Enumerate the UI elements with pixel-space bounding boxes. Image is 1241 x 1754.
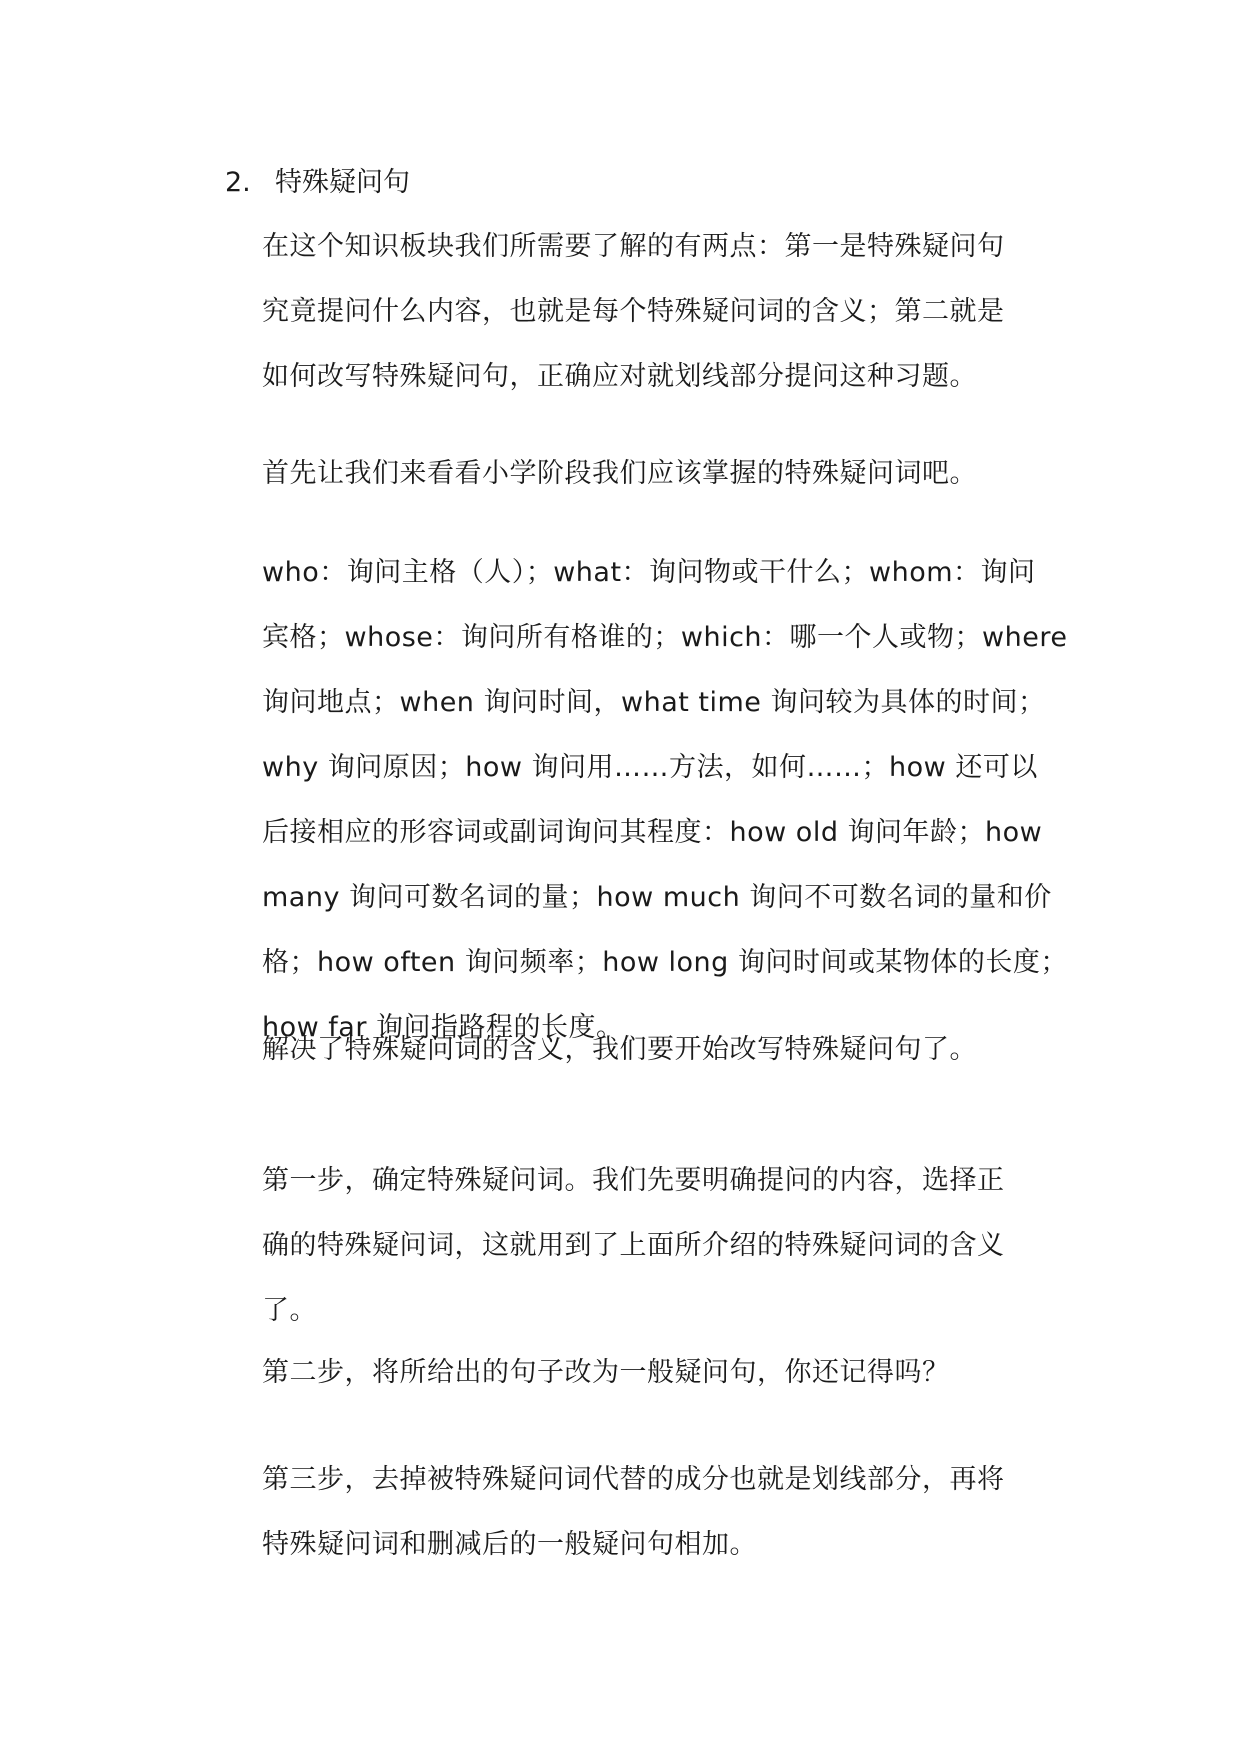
text-line: 格；how often 询问频率；how long 询问时间或某物体的长度； bbox=[262, 947, 1068, 978]
text-line: 如何改写特殊疑问句，正确应对就划线部分提问这种习题。 bbox=[262, 361, 977, 392]
section-title: 特殊疑问句 bbox=[275, 167, 410, 198]
text-line: 首先让我们来看看小学阶段我们应该掌握的特殊疑问词吧。 bbox=[262, 458, 977, 489]
paragraph-step-three bbox=[262, 1447, 1052, 1577]
text-line: 宾格；whose：询问所有格谁的；which：哪一个人或物；where bbox=[262, 622, 1068, 653]
paragraph-step-two bbox=[262, 1340, 1052, 1405]
paragraph-transition bbox=[262, 1017, 1052, 1082]
text-line: 确的特殊疑问词，这就用到了上面所介绍的特殊疑问词的含义 bbox=[262, 1230, 1005, 1261]
text-line: 第二步，将所给出的句子改为一般疑问句，你还记得吗？ bbox=[262, 1357, 950, 1388]
section-number: 2. bbox=[225, 167, 251, 198]
text-line: 第三步，去掉被特殊疑问词代替的成分也就是划线部分，再将 bbox=[262, 1464, 1005, 1495]
text-line: 特殊疑问词和删减后的一般疑问句相加。 bbox=[262, 1529, 757, 1560]
paragraph-intro bbox=[262, 214, 1052, 409]
paragraph-lead-in bbox=[262, 441, 1052, 506]
text-line: who：询问主格（人）；what：询问物或干什么；whom：询问 bbox=[262, 557, 1036, 588]
paragraph-step-one bbox=[262, 1148, 1052, 1343]
section-heading bbox=[225, 165, 410, 201]
text-line: 第一步，确定特殊疑问词。我们先要明确提问的内容，选择正 bbox=[262, 1165, 1005, 1196]
text-line: 在这个知识板块我们所需要了解的有两点：第一是特殊疑问句 bbox=[262, 231, 1005, 262]
text-line: 究竟提问什么内容，也就是每个特殊疑问词的含义；第二就是 bbox=[262, 296, 1005, 327]
text-line: many 询问可数名词的量；how much 询问不可数名词的量和价 bbox=[262, 882, 1052, 913]
text-line: why 询问原因；how 询问用……方法，如何……；how 还可以 bbox=[262, 752, 1038, 783]
text-line: 解决了特殊疑问词的含义，我们要开始改写特殊疑问句了。 bbox=[262, 1034, 977, 1065]
paragraph-question-words bbox=[262, 540, 1068, 1060]
text-line: 后接相应的形容词或副词询问其程度：how old 询问年龄；how bbox=[262, 817, 1043, 848]
text-line: 了。 bbox=[262, 1295, 317, 1326]
text-line: how far 询问指路程的长度。 bbox=[262, 1012, 624, 1043]
text-line: 询问地点；when 询问时间，what time 询问较为具体的时间； bbox=[262, 687, 1046, 718]
